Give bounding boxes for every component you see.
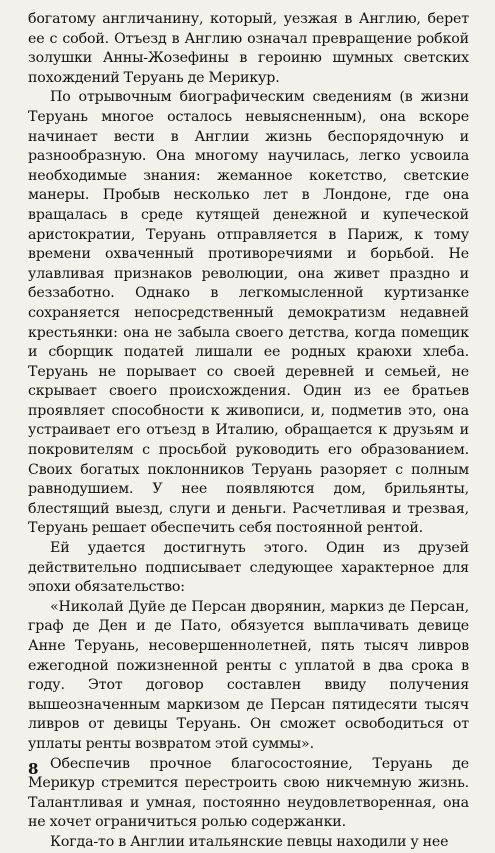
paragraph-continuation: богатому англичанину, который, уезжая в Англию, берет ее с собой. Отъезд в Англию означал превращение робкой золушки Анны-Жозефины в героиню шумных светских похождений Теруань де Мерикур. <box>28 11 469 86</box>
paragraph-obligation-intro: Ей удается достигнуть этого. Один из друзей действительно подписывает следующее характерное для эпохи обязательство: <box>28 540 469 596</box>
paragraph-obligation-quote: «Николай Дуйе де Персан дворянин, маркиз де Персан, граф де Ден и де Пато, обязуется выплачивать девице Анне Теруань, несовершеннолетней, пять тысяч ливров ежегодной пожизненной ренты с уплатой в два срока в году. Этот договор составлен ввиду получения вышеозначенным маркизом де Персан пятидесяти тысяч ливров от девицы Теруань. Он сможет освободиться от уплаты ренты возвратом этой суммы». <box>28 598 469 752</box>
page-number: 8 <box>28 760 39 778</box>
paragraph-biography: По отрывочным биографическим сведениям (в жизни Теруань многое осталось невыясненным), она вскоре начинает вести в Англии жизнь беспорядочную и разнообразную. Она многому научилась, легко усвоила необходимые знания: жеманное кокетство, светские манеры. Пробыв несколько лет в Лондоне, где она вращалась в среде кутящей денежной и купеческой аристократии, Теруань отправляется в Париж, к тому времени охваченный противоречиями и борьбой. Не улавливая признаков революции, она живет праздно и беззаботно. Однако в легкомысленной куртизанке сохраняется непосредственный демократизм недавней крестьянки: она не забыла своего детства, когда помещик и сборщик податей лишали ее родных краюхи хлеба. Теруань не порывает со своей деревней и семьей, не скрывает своего происхождения. Один из ее братьев проявляет способности к живописи, и, подметив это, она устраивает его отъезд в Италию, обращается к друзьям и покровителям с просьбой руководить его образованием. Своих богатых поклонников Теруань разоряет с полным равнодушием. У нее появляются дом, брильянты, блестящий выезд, слуги и деньги. Расчетливая и трезвая, Теруань решает обеспечить себя постоянной рентой. <box>28 89 469 537</box>
paragraph-welfare: Обеспечив прочное благосостояние, Теруань де Мерикур стремится перестроить свою никчемную жизнь. Талантливая и умная, постоянно неудовлетворенная, она не хочет ограничиться ролью содержанки. <box>28 755 469 831</box>
paragraph-england-singers: Когда-то в Англии итальянские певцы находили у нее <box>50 833 449 850</box>
